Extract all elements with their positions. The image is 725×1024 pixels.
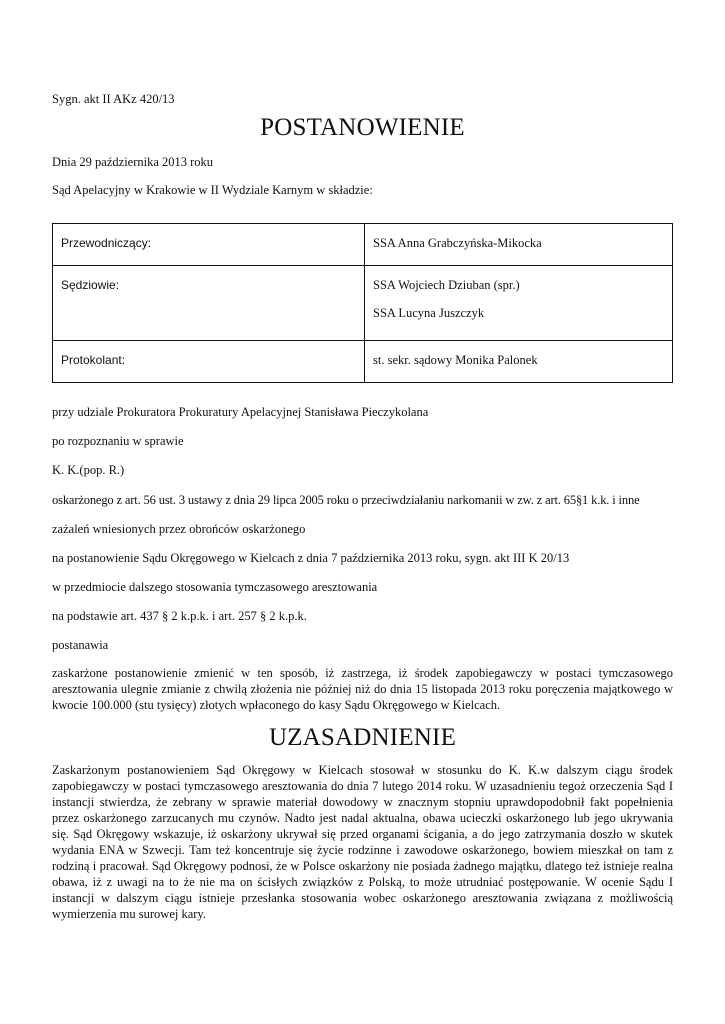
member-name: st. sekr. sądowy Monika Palonek xyxy=(373,353,538,367)
case-signature: Sygn. akt II AKz 420/13 xyxy=(52,92,175,106)
role-cell xyxy=(53,341,365,383)
names-cell xyxy=(365,224,673,266)
appealed-decision-line: na postanowienie Sądu Okręgowego w Kielcach z dnia 7 października 2013 roku, sygn. akt III K 20/13 xyxy=(52,551,570,565)
role-label: Protokolant: xyxy=(61,353,126,367)
accused-line: K. K.(pop. R.) xyxy=(52,463,125,477)
legal-basis-line: na podstawie art. 437 § 2 k.p.k. i art. 257 § 2 k.p.k. xyxy=(52,609,307,623)
member-name: SSA Lucyna Juszczyk xyxy=(373,306,485,320)
considered-line: po rozpoznaniu w sprawie xyxy=(52,434,184,448)
document-title: POSTANOWIENIE xyxy=(260,114,465,141)
charge-line: oskarżonego z art. 56 ust. 3 ustawy z dnia 29 lipca 2005 roku o przeciwdziałaniu narkomanii w zw. z art. 65§1 k.k. i inne xyxy=(52,493,640,507)
justification-paragraph: Zaskarżonym postanowieniem Sąd Okręgowy w Kielcach stosował w stosunku do K. K.w dalszym ciągu środek zapobiegawczy w postaci tymczasowego aresztowania do dnia 7 lutego 2014 roku. W uzasadnieniu tegoż orzeczenia Sąd I instancji stwierdza, że zebrany w sprawie materiał dowodowy w znacznym stopniu uprawdopodobnił fakt popełnienia przez oskarżonego zarzucanych mu czynów. Nadto jest nadal aktualna, obawa ucieczki oskarżonego lub jego ukrywania się. Sąd Okręgowy wskazuje, iż oskarżony ukrywał się przed organami ścigania, a do jego zatrzymania doszło w skutek wydania ENA w Szwecji. Tam też koncentruje się życie rodzinne i zawodowe oskarżonego, bowiem mieszkał on tam z rodziną i pracował. Sąd Okręgowy podnosi, że w Polsce oskarżony nie posiada żadnego majątku, dlatego też istnieje realna obawa, iż z uwagi na to że nie ma on ścisłych związków z Polską, to może utrudniać postępowanie. W ocenie Sądu I instancji w dalszym ciągu istnieje przesłanka stosowania wobec oskarżonego aresztowania związana z możliwością wymierzenia mu surowej kary. xyxy=(52,763,673,921)
role-cell xyxy=(53,224,365,266)
complaints-line: zażaleń wniesionych przez obrońców oskarżonego xyxy=(52,522,306,536)
decision-date: Dnia 29 października 2013 roku xyxy=(52,155,214,169)
justification-title: UZASADNIENIE xyxy=(268,724,457,751)
decision-paragraph: zaskarżone postanowienie zmienić w ten sposób, iż zastrzega, iż środek zapobiegawczy w postaci tymczasowego aresztowania ulegnie zmianie z chwilą złożenia nie później niż do dnia 15 listopada 2013 roku poręczenia majątkowego w kwocie 100.000 (stu tysięcy) złotych wpłaconego do kasy Sądu Okręgowego w Kielcach. xyxy=(52,666,673,712)
role-label: Sędziowie: xyxy=(61,278,120,292)
table-row xyxy=(53,224,673,266)
court-composition-table xyxy=(52,223,673,383)
names-cell xyxy=(365,266,673,341)
table-row xyxy=(53,266,673,341)
member-name: SSA Wojciech Dziuban (spr.) xyxy=(373,278,520,292)
member-name: SSA Anna Grabczyńska-Mikocka xyxy=(373,236,542,250)
court-composition-intro: Sąd Apelacyjny w Krakowie w II Wydziale Karnym w składzie: xyxy=(52,183,373,197)
subject-line: w przedmiocie dalszego stosowania tymczasowego aresztowania xyxy=(52,580,378,594)
names-cell xyxy=(365,341,673,383)
role-label: Przewodniczący: xyxy=(61,236,152,250)
decides-line: postanawia xyxy=(52,638,109,652)
table-row xyxy=(53,341,673,383)
role-cell xyxy=(53,266,365,341)
prosecutor-line: przy udziale Prokuratora Prokuratury Apelacyjnej Stanisława Pieczykolana xyxy=(52,405,429,419)
